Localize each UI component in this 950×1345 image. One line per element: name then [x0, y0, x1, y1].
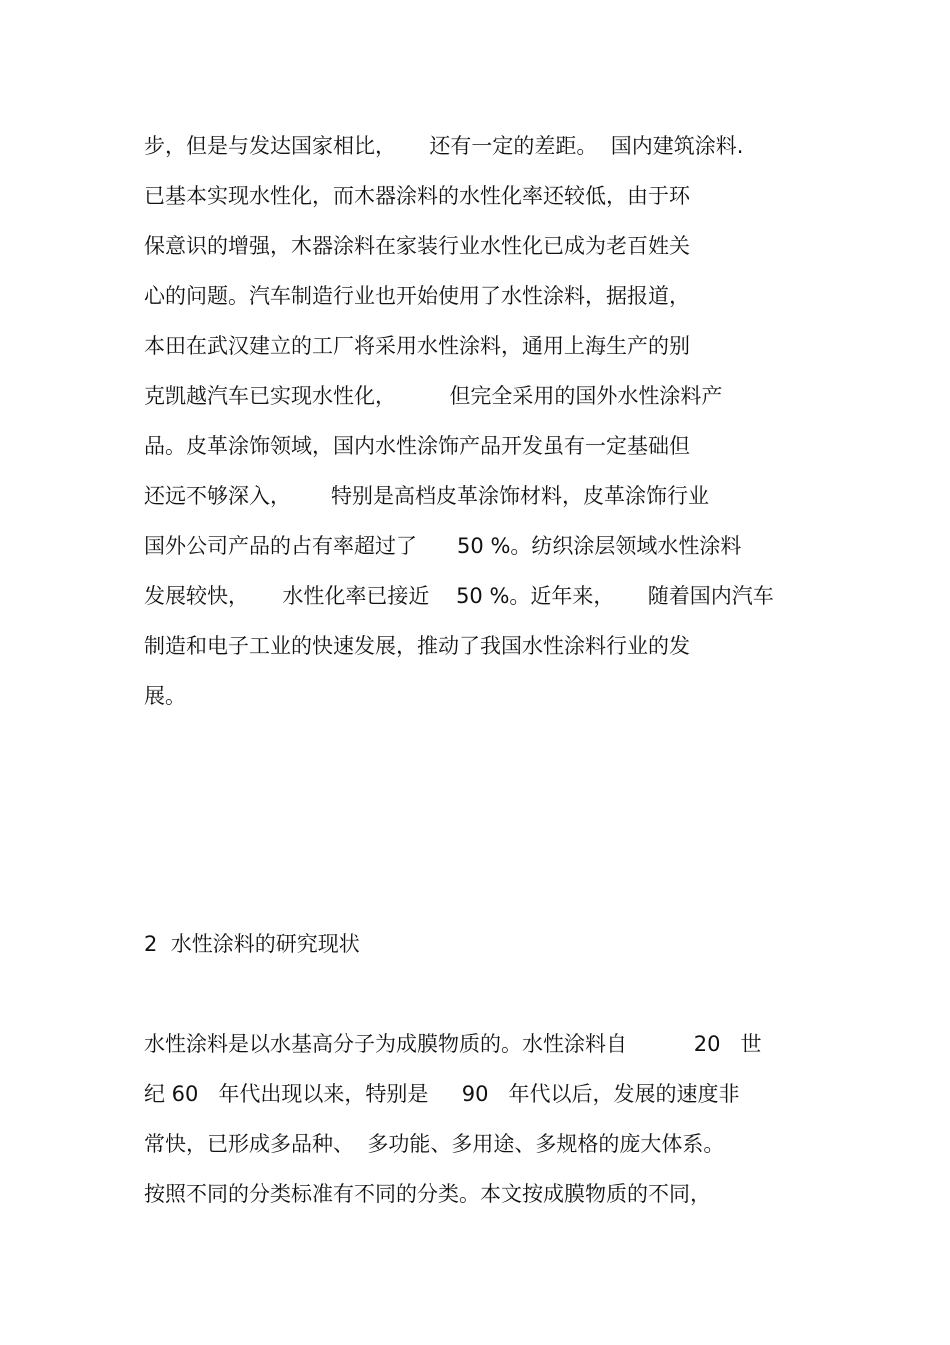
section-heading: 2 水性涂料的研究现状 [144, 932, 360, 956]
paragraph-1-line-7: 品。皮革涂饰领域，国内水性涂饰产品开发虽有一定基础但 [144, 434, 690, 458]
paragraph-1-line-11: 制造和电子工业的快速发展，推动了我国水性涂料行业的发 [144, 634, 690, 658]
paragraph-2-line-4: 按照不同的分类标准有不同的分类。本文按成膜物质的不同， [144, 1182, 711, 1206]
paragraph-1-line-8: 还远不够深入， 特别是高档皮革涂饰材料，皮革涂饰行业 [144, 484, 710, 508]
paragraph-2-line-2: 纪 60 年代出现以来，特别是 90 年代以后，发展的速度非 [144, 1082, 740, 1106]
paragraph-1-line-3: 保意识的增强，木器涂料在家装行业水性化已成为老百姓关 [144, 234, 690, 258]
paragraph-1-line-12: 展。 [144, 684, 186, 708]
paragraph-1-line-9: 国外公司产品的占有率超过了 50 %。纺织涂层领域水性涂料 [144, 534, 742, 558]
paragraph-2-line-3: 常快，已形成多品种、 多功能、多用途、多规格的庞大体系。 [144, 1132, 725, 1156]
paragraph-1-line-6: 克凯越汽车已实现水性化， 但完全采用的国外水性涂料产 [144, 384, 723, 408]
paragraph-1-line-4: 心的问题。汽车制造行业也开始使用了水性涂料，据报道， [144, 284, 690, 308]
paragraph-2-line-1: 水性涂料是以水基高分子为成膜物质的。水性涂料自 20 世 [144, 1032, 762, 1056]
paragraph-1-line-5: 本田在武汉建立的工厂将采用水性涂料，通用上海生产的别 [144, 334, 690, 358]
paragraph-1-line-2: 已基本实现水性化，而木器涂料的水性化率还较低，由于环 [144, 184, 690, 208]
paragraph-1-line-10: 发展较快， 水性化率已接近 50 %。近年来， 随着国内汽车 [144, 584, 774, 608]
paragraph-1-line-1: 步，但是与发达国家相比， 还有一定的差距。 国内建筑涂料. [144, 134, 744, 158]
